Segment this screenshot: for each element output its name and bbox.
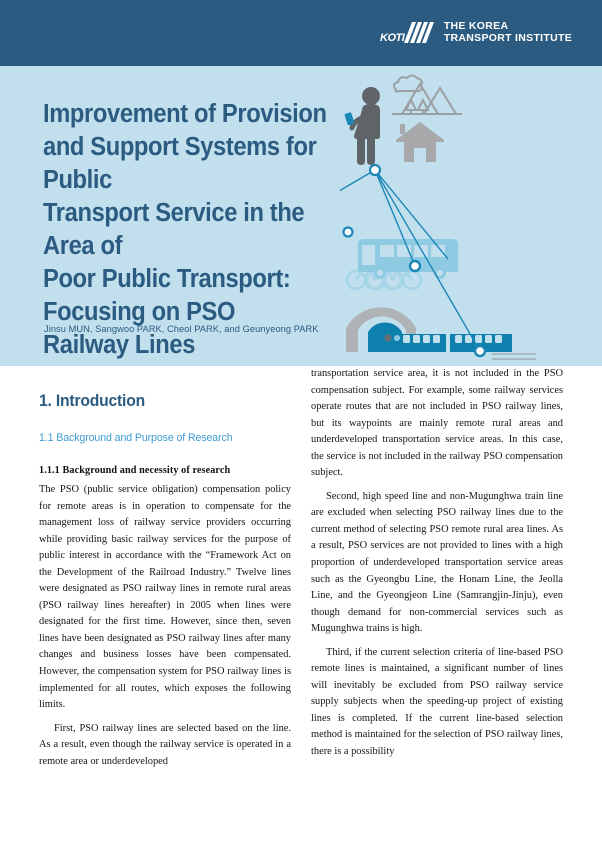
train-tunnel-icon bbox=[346, 307, 536, 359]
title-line-2: and Support Systems for Public bbox=[43, 133, 317, 194]
mountain-icon bbox=[392, 76, 462, 115]
house-icon bbox=[396, 122, 444, 162]
subsubsection-heading: 1.1.1 Background and necessity of research bbox=[39, 465, 231, 476]
title-line-5: Focusing on PSO bbox=[43, 298, 236, 326]
paragraph: Third, if the current selection criteria of line-based PSO remote lines is maintained, a significant number of lines will inevitably be excluded from PSO railway service supply subjects when the speeding-up project of existing lines is completed. If the current line-based selection method is maintained for the selection of PSO railway lines, there is a possibility bbox=[311, 646, 563, 758]
title-line-1: Improvement of Provision bbox=[43, 100, 327, 128]
title-line-4: Poor Public Transport: bbox=[43, 265, 291, 293]
column-right bbox=[311, 366, 563, 761]
column-left bbox=[39, 366, 291, 770]
koti-logo-icon bbox=[380, 19, 437, 45]
article-body bbox=[0, 366, 602, 852]
page-title bbox=[43, 98, 350, 362]
page-header bbox=[0, 0, 602, 66]
author-list: Jinsu MUN, Sangwoo PARK, Cheol PARK, and Geunyeong PARK bbox=[44, 324, 319, 334]
paragraph: The PSO (public service obligation) compensation policy for remote areas is in operation to compensate for the management loss of railway service providers occurring while providing basic railway services for the purpose of public interest in accordance with the “Framework Act on the Development of the Railroad Industry.” Twelve lines were designated as PSO railway lines in remote rural areas (PSO railway lines hereafter) in 2005 when lines were designated for the first time. However, since then, seven lines have been designated as PSO railway lines after many changes and business losses have been compensated. However, the compensation system for PSO railway lines is implemented for all routes, which exposes the following limits. bbox=[39, 484, 291, 711]
title-line-6: Railway Lines bbox=[43, 331, 196, 359]
cover-banner bbox=[0, 66, 602, 366]
paragraph: transportation service area, it is not included in the PSO compensation subject. For example, some railway services operate routes that are not included in PSO railway lines, but its waypoints are mainly remote rural areas and underdeveloped transportation service areas. In this case, the service is not included in the railway PSO compensation subject. bbox=[311, 368, 563, 479]
paragraph: First, PSO railway lines are selected based on the line. As a result, even though the railway service is operated in a remote area or underdeveloped bbox=[39, 722, 291, 767]
paragraph: Second, high speed line and non-Mugunghwa train line are excluded when selecting PSO railway lines due to the current method of selecting PSO remote rural area lines. As a result, PSO services are not provided to lines with a high proportion of underdeveloped transportation service areas such as the Gyeongbu Line, the Honam Line, the Jeolla Line, and the Gyeongjeon Line (Samrangjin-Jinju), even though demand for non-commercial services such as Mugunghwa trains is high. bbox=[311, 490, 563, 635]
koti-logo bbox=[380, 19, 572, 45]
cover-illustration bbox=[340, 66, 602, 366]
section-heading: 1. Introduction bbox=[39, 392, 145, 410]
subsection-heading: 1.1 Background and Purpose of Research bbox=[39, 432, 233, 444]
organization-line-2: TRANSPORT INSTITUTE bbox=[443, 32, 572, 44]
organization-line-1: THE KOREA bbox=[443, 19, 509, 32]
svg-text:KOTI: KOTI bbox=[379, 32, 405, 44]
title-line-3: Transport Service in the Area of bbox=[43, 199, 305, 260]
organization-name bbox=[444, 20, 572, 44]
